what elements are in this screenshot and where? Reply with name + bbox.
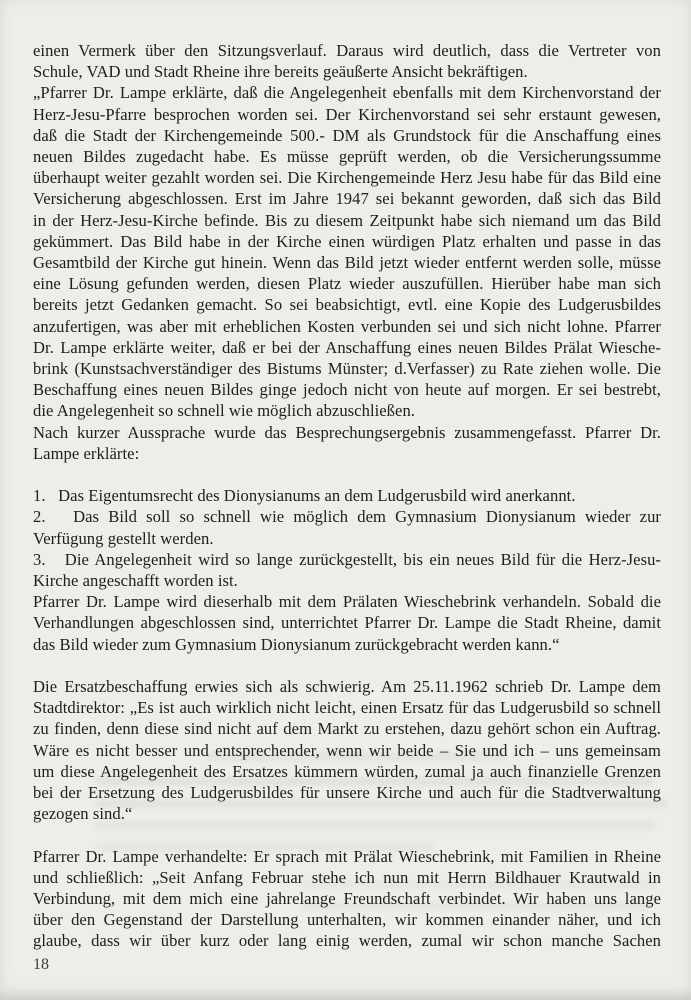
text-line: Verbindung, mit dem mich eine jahrelange Freundschaft verbindet. Wir haben uns lange (33, 889, 661, 909)
scan-edge-shadow (0, 988, 691, 1000)
text-line: Versicherung abgeschlossen. Erst im Jahre 1947 sei bekannt geworden, daß sich das Bild (33, 189, 661, 209)
text-line: Die Ersatzbeschaffung erwies sich als schwierig. Am 25.11.1962 schrieb Dr. Lampe dem (33, 677, 661, 697)
text-line: einen Vermerk über den Sitzungsverlauf. Daraus wird deutlich, dass die Vertreter von (33, 41, 661, 60)
text-line: Verfügung gestellt werden. (33, 528, 214, 548)
text-line: Herz-Jesu-Pfarre besprochen worden sei. Der Kirchenvorstand sei sehr erstaunt gewesen, (33, 104, 661, 124)
text-line: das Bild wieder zum Gymnasium Dionysianum zurückgebracht werden kann.“ (33, 634, 560, 654)
text-line: Dr. Lampe erklärte weiter, daß er bei der Anschaffung eines neuen Bildes Prälat Wiesche- (33, 337, 661, 357)
text-line: gekümmert. Das Bild habe in der Kirche einen würdigen Platz erhalten und passe in das (33, 231, 661, 251)
text-line: zu finden, denn diese sind nicht auf dem Markt zu erstehen, dazu gehört schon ein Auftrag. (33, 719, 661, 739)
text-line: Gesamtbild der Kirche gut hinein. Wenn das Bild jetzt wieder entfernt werden solle, müsse (33, 253, 661, 273)
text-line: glaube, dass wir über kurz oder lang einig werden, zumal wir schon manche Sachen (33, 931, 661, 951)
text-line: 3. Die Angelegenheit wird so lange zurückgestellt, bis ein neues Bild für die Herz-Jesu- (33, 549, 661, 569)
text-line: Lampe erklärte: (33, 443, 140, 463)
text-line: Kirche angeschafft worden ist. (33, 571, 238, 591)
text-block (33, 40, 661, 952)
text-line: „Pfarrer Dr. Lampe erklärte, daß die Angelegenheit ebenfalls mit dem Kirchenvorstand der (33, 83, 661, 103)
text-line: brink (Kunstsachverständiger des Bistums Münster; d.Verfasser) zu Rate ziehen wolle. Die (33, 359, 661, 379)
text-line: in der Herz-Jesu-Kirche befinde. Bis zu diesem Zeitpunkt habe sich niemand um das Bild (33, 210, 661, 230)
text-line: Schule, VAD und Stadt Rheine ihre bereits geäußerte Ansicht bekräftigen. (33, 62, 528, 82)
text-line: und schließlich: „Seit Anfang Februar stehe ich nun mit Herrn Bildhauer Krautwald in (33, 867, 661, 887)
text-line: Wäre es nicht besser und entsprechender, wenn wir beide – Sie und ich – uns gemeinsam (33, 740, 661, 760)
paragraph (33, 40, 661, 82)
text-line: über den Gegenstand der Darstellung unterhalten, wir kommen einander näher, und ich (33, 910, 661, 930)
text-line: anzufertigen, was aber mit erheblichen Kosten verbunden sei und sich nicht lohne. Pfarrer (33, 316, 661, 336)
text-line: 2. Das Bild soll so schnell wie möglich dem Gymnasium Dionysianum wieder zur (33, 507, 661, 527)
paragraph (33, 591, 661, 655)
text-line: neuen Bildes zugedacht habe. Es müsse geprüft werden, ob die Versicherungssumme (33, 147, 661, 167)
text-line: eine Lösung gefunden werden, diesen Platz wieder auszufüllen. Hierüber habe man sich (33, 274, 661, 294)
text-line: Pfarrer Dr. Lampe wird dieserhalb mit dem Prälaten Wieschebrink verhandeln. Sobald die (33, 592, 661, 612)
paragraph (33, 676, 661, 824)
text-line: daß die Stadt der Kirchengemeinde 500.- DM als Grundstock für die Anschaffung eines (33, 125, 661, 145)
paragraph (33, 485, 661, 591)
text-line: bei der Ersetzung des Ludgerusbildes für unsere Kirche und auch für die Stadtverwaltung (33, 783, 661, 803)
text-line: die Angelegenheit so schnell wie möglich abzuschließen. (33, 401, 415, 421)
text-line: 1. Das Eigentumsrecht des Dionysianums an dem Ludgerusbild wird anerkannt. (33, 486, 576, 506)
text-line: Stadtdirektor: „Es ist auch wirklich nicht leicht, einen Ersatz für das Ludgerusbild so schnell (33, 698, 661, 718)
text-line: um diese Angelegenheit des Ersatzes kümmern würden, zumal ja auch finanzielle Grenzen (33, 761, 661, 781)
paragraph (33, 846, 661, 952)
text-line: Beschaffung eines neuen Bildes ginge jedoch nicht von heute auf morgen. Er sei bestrebt, (33, 380, 661, 400)
text-line: gezogen sind.“ (33, 804, 133, 824)
text-line: Nach kurzer Aussprache wurde das Besprechungsergebnis zusammengefasst. Pfarrer Dr. (33, 422, 661, 442)
paragraph (33, 82, 661, 421)
text-line: Pfarrer Dr. Lampe verhandelte: Er sprach mit Prälat Wieschebrink, mit Familien in Rheine (33, 846, 661, 866)
paragraph (33, 422, 661, 464)
text-line: überhaupt weiter gezahlt worden sei. Die Kirchengemeinde Herz Jesu habe für das Bild eine (33, 168, 661, 188)
text-line: bereits jetzt Gedanken gemacht. So sei beabsichtigt, evtl. eine Kopie des Ludgerusbildes (33, 295, 661, 315)
text-line: Verhandlungen abgeschlossen sind, unterrichtet Pfarrer Dr. Lampe die Stadt Rheine, damit (33, 613, 661, 633)
page-number: 18 (33, 956, 49, 973)
